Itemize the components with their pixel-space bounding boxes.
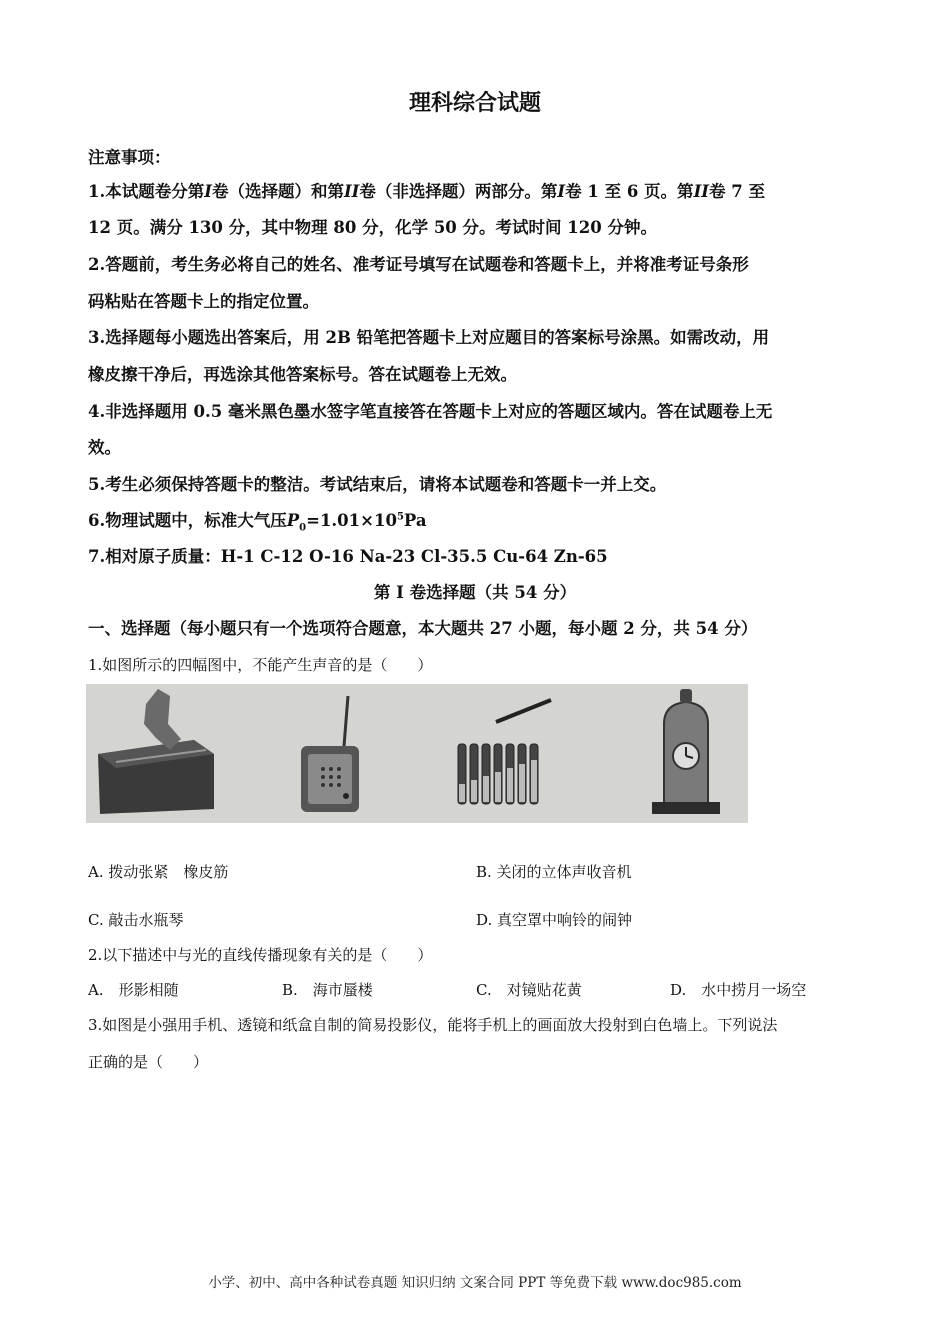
section-title: 第 I 卷选择题（共 54 分）: [373, 583, 577, 602]
notice-item-1-line2: 12 页。满分 130 分，其中物理 80 分，化学 50 分。考试时间 120 分钟。: [88, 218, 657, 237]
notice-item-1: 1.本试题卷分第I卷（选择题）和第II卷（非选择题）两部分。第I卷 1 至 6 页。第II卷 7 至: [88, 182, 765, 201]
page-title: 理科综合试题: [408, 90, 541, 116]
question-1-option-c: C. 敲击水瓶琴: [88, 911, 184, 929]
question-2-option-c: C. 对镜贴花黄: [476, 981, 582, 999]
question-1-option-a: A. 拨动张紧 橡皮筋: [88, 863, 229, 881]
question-1-option-d: D. 真空罩中响铃的闹钟: [476, 911, 633, 929]
part-heading: 一、选择题（每小题只有一个选项符合题意，本大题共 27 小题，每小题 2 分，共 54 分）: [88, 619, 758, 638]
bell-jar-drawing: [652, 689, 720, 814]
notice-item-7: 7.相对原子质量：H-1 C-12 O-16 Na-23 Cl-35.5 Cu-64 Zn-65: [88, 547, 608, 566]
notice-item-4: 4.非选择题用 0.5 毫米黑色墨水签字笔直接答在答题卡上对应的答题区域内。答在试题卷上无: [88, 402, 773, 421]
sound-sources-illustration: [86, 684, 748, 823]
question-1-stem: 1.如图所示的四幅图中，不能产生声音的是（ ）: [88, 656, 433, 674]
notice-item-4-line2: 效。: [88, 438, 121, 457]
question-1-option-b: B. 关闭的立体声收音机: [476, 863, 632, 881]
question-3-stem-line2: 正确的是（ ）: [88, 1053, 209, 1071]
notice-item-5: 5.考生必须保持答题卡的整洁。考试结束后，请将本试题卷和答题卡一并上交。: [88, 475, 667, 494]
notice-heading: 注意事项：: [88, 148, 171, 167]
question-2-option-b: B. 海市蜃楼: [282, 981, 373, 999]
notice-item-2-line2: 码粘贴在答题卡上的指定位置。: [88, 292, 319, 311]
water-bottles-drawing: [458, 700, 551, 804]
question-2-option-a: A. 形影相随: [88, 981, 179, 999]
question-1-figure: [86, 684, 748, 823]
notice-item-3-line2: 橡皮擦干净后，再选涂其他答案标号。答在试题卷上无效。: [88, 365, 517, 384]
question-2-stem: 2.以下描述中与光的直线传播现象有关的是（ ）: [88, 946, 433, 964]
notice-item-3: 3.选择题每小题选出答案后，用 2B 铅笔把答题卡上对应题目的答案标号涂黑。如需改动，用: [88, 328, 770, 347]
page-footer: 小学、初中、高中各种试卷真题 知识归纳 文案合同 PPT 等免费下载 www.doc985.com: [208, 1275, 742, 1291]
question-2-option-d: D. 水中捞月一场空: [670, 981, 807, 999]
notice-item-6: 6.物理试题中，标准大气压$P_0=1.01\times 10^5Pa$: [88, 511, 427, 534]
radio-drawing: [301, 696, 359, 812]
notice-item-2: 2.答题前，考生务必将自己的姓名、准考证号填写在试题卷和答题卡上，并将准考证号条形: [88, 255, 749, 274]
question-3-stem: 3.如图是小强用手机、透镜和纸盒自制的简易投影仪，能将手机上的画面放大投射到白色墙上。下列说法: [88, 1016, 778, 1034]
rubber-band-box-drawing: [98, 689, 214, 814]
